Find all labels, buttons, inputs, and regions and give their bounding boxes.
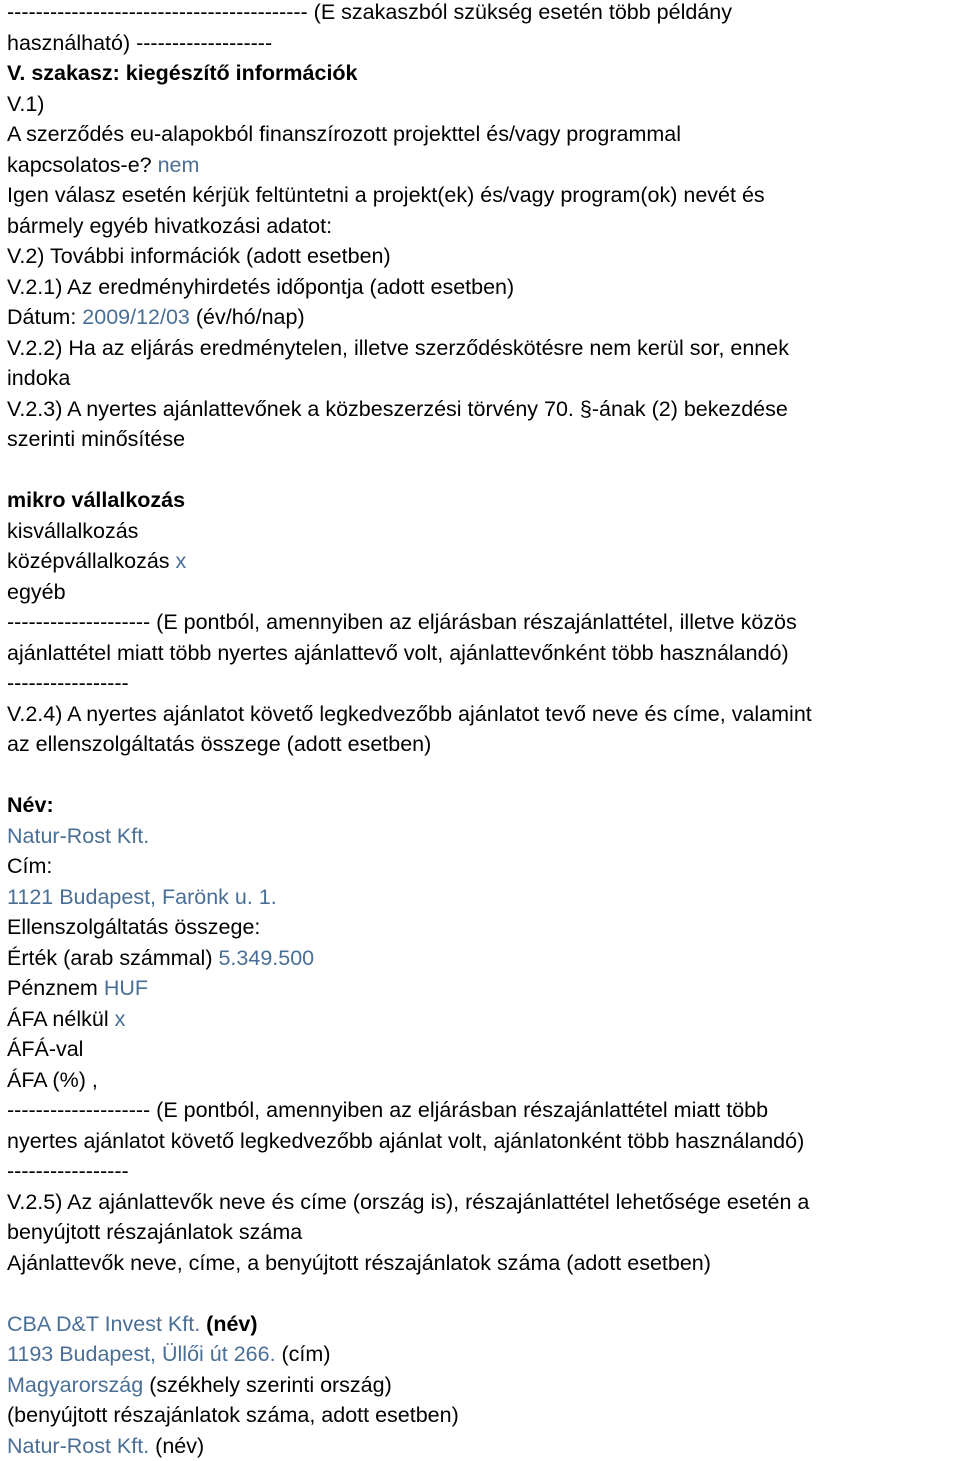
bidder-country-value: Magyarország — [7, 1373, 143, 1397]
subsection-heading: V.2.2) Ha az eljárás eredménytelen, illetve szerződéskötésre nem kerül sor, ennek — [7, 333, 960, 364]
value-line — [7, 943, 960, 974]
bid-count-label: (benyújtott részajánlatok száma, adott esetben) — [7, 1400, 960, 1431]
classification-option: mikro vállalkozás — [7, 485, 960, 516]
question-text: A szerződés eu-alapokból finanszírozott projekttel és/vagy programmal — [7, 119, 960, 150]
subsection-heading: indoka — [7, 363, 960, 394]
currency-value: HUF — [104, 976, 148, 1000]
vat-excluded-mark: x — [115, 1007, 126, 1031]
separator-line: ----------------- — [7, 1156, 960, 1187]
bidder-country-label: (székhely szerinti ország) — [143, 1373, 392, 1397]
bidder-name-value: CBA D&T Invest Kft. — [7, 1312, 200, 1336]
subsection-heading: V.2.1) Az eredményhirdetés időpontja (adott esetben) — [7, 272, 960, 303]
blank-line — [7, 1278, 960, 1309]
bidder-address-label: (cím) — [276, 1342, 331, 1366]
value-label: Érték (arab számmal) — [7, 946, 218, 970]
section-heading: V. szakasz: kiegészítő információk — [7, 58, 960, 89]
instruction-text: bármely egyéb hivatkozási adatot: — [7, 211, 960, 242]
eu-funding-answer: nem — [158, 153, 200, 177]
subsection-heading: V.2.5) Az ajánlattevők neve és címe (ország is), részajánlattétel lehetősége esetén a — [7, 1187, 960, 1218]
bidder-country-line — [7, 1370, 960, 1401]
separator-note: -------------------- (E pontból, amennyiben az eljárásban részajánlattétel miatt több — [7, 1095, 960, 1126]
company-name-value: Natur-Rost Kft. — [7, 821, 960, 852]
date-format-hint: (év/hó/nap) — [190, 305, 305, 329]
question-answer-line — [7, 150, 960, 181]
name-label: Név: — [7, 790, 960, 821]
address-label: Cím: — [7, 851, 960, 882]
document-page — [7, 0, 960, 1461]
subsection-heading: V.2.4) A nyertes ajánlatot követő legkedvezőbb ajánlatot tevő neve és címe, valamint — [7, 699, 960, 730]
separator-note: nyertes ajánlatot követő legkedvezőbb ajánlat volt, ajánlatonként több használandó) — [7, 1126, 960, 1157]
option-label: középvállalkozás — [7, 549, 176, 573]
bidder-name-label: (név) — [149, 1434, 204, 1458]
classification-option: kisvállalkozás — [7, 516, 960, 547]
bidder-address-line — [7, 1339, 960, 1370]
vat-included-label: ÁFÁ-val — [7, 1034, 960, 1065]
bidder-name-label: (név) — [200, 1312, 257, 1336]
item-number: V.1) — [7, 89, 960, 120]
bidder-address-value: 1193 Budapest, Üllői út 266. — [7, 1342, 276, 1366]
separator-line: ----------------- — [7, 668, 960, 699]
section-separator-line: ------------------------------------------ (E szakaszból szükség esetén több példány — [7, 0, 960, 28]
currency-line — [7, 973, 960, 1004]
bidder-name-line — [7, 1309, 960, 1340]
subsection-heading: szerinti minősítése — [7, 424, 960, 455]
separator-note: ajánlattétel miatt több nyertes ajánlattevő volt, ajánlattevőnként több használandó) — [7, 638, 960, 669]
bidder-name-value: Natur-Rost Kft. — [7, 1434, 149, 1458]
amount-value: 5.349.500 — [218, 946, 314, 970]
vat-excluded-label: ÁFA nélkül — [7, 1007, 115, 1031]
address-value: 1121 Budapest, Farönk u. 1. — [7, 882, 960, 913]
result-date-value: 2009/12/03 — [82, 305, 190, 329]
vat-percent-label: ÁFA (%) , — [7, 1065, 960, 1096]
classification-option: egyéb — [7, 577, 960, 608]
blank-line — [7, 455, 960, 486]
option-mark: x — [176, 549, 187, 573]
instruction-text: Igen válasz esetén kérjük feltüntetni a projekt(ek) és/vagy program(ok) nevét és — [7, 180, 960, 211]
question-label: kapcsolatos-e? — [7, 153, 158, 177]
bidder-name-line — [7, 1431, 960, 1461]
subsection-heading: V.2.3) A nyertes ajánlattevőnek a közbeszerzési törvény 70. §-ának (2) bekezdése — [7, 394, 960, 425]
subsection-heading: V.2) További információk (adott esetben) — [7, 241, 960, 272]
date-label: Dátum: — [7, 305, 82, 329]
subsection-heading: az ellenszolgáltatás összege (adott esetben) — [7, 729, 960, 760]
classification-option-selected — [7, 546, 960, 577]
currency-label: Pénznem — [7, 976, 104, 1000]
amount-label: Ellenszolgáltatás összege: — [7, 912, 960, 943]
date-line — [7, 302, 960, 333]
blank-line — [7, 760, 960, 791]
subsection-heading: benyújtott részajánlatok száma — [7, 1217, 960, 1248]
instruction-text: Ajánlattevők neve, címe, a benyújtott részajánlatok száma (adott esetben) — [7, 1248, 960, 1279]
section-separator-line: használható) ------------------- — [7, 28, 960, 59]
vat-excluded-line — [7, 1004, 960, 1035]
separator-note: -------------------- (E pontból, amennyiben az eljárásban részajánlattétel, illetve közös — [7, 607, 960, 638]
